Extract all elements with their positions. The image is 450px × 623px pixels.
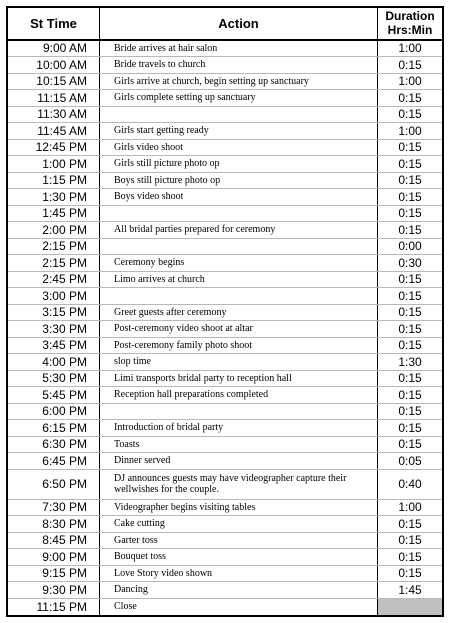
cell-duration: 0:15 (398, 371, 422, 386)
cell-action: Girls still picture photo op (100, 156, 378, 172)
cell-action (100, 288, 378, 304)
cell-start-time: 2:15 PM (8, 239, 100, 255)
cell-duration: 0:05 (398, 453, 422, 468)
cell-duration: 0:15 (398, 516, 422, 531)
header-duration-line2: Hrs:Min (387, 23, 433, 38)
header-action: Action (100, 8, 378, 39)
cell-start-time: 5:30 PM (8, 371, 100, 387)
table-row (8, 566, 442, 583)
header-start-time: St Time (8, 8, 100, 39)
table-row (8, 189, 442, 206)
cell-start-time: 6:15 PM (8, 420, 100, 436)
cell-start-time: 6:50 PM (8, 470, 100, 499)
cell-start-time: 7:30 PM (8, 500, 100, 516)
header-duration (378, 8, 442, 39)
cell-action: Post-ceremony video shoot at altar (100, 321, 378, 337)
cell-action: Cake cutting (100, 516, 378, 532)
cell-action: Girls arrive at church, begin setting up sanctuary (100, 74, 378, 90)
cell-action (100, 404, 378, 420)
cell-duration: 0:15 (398, 566, 422, 581)
cell-duration: 0:15 (398, 90, 422, 105)
cell-start-time: 10:15 AM (8, 74, 100, 90)
cell-start-time: 3:00 PM (8, 288, 100, 304)
cell-action: Post-ceremony family photo shoot (100, 338, 378, 354)
cell-duration: 1:00 (398, 123, 422, 138)
table-header (8, 8, 442, 41)
table-row (8, 41, 442, 58)
table-row (8, 90, 442, 107)
cell-start-time: 1:30 PM (8, 189, 100, 205)
table-row (8, 123, 442, 140)
table-row (8, 57, 442, 74)
cell-action: Ceremony begins (100, 255, 378, 271)
cell-action (100, 206, 378, 222)
cell-action (100, 107, 378, 123)
cell-action: Limo arrives at church (100, 272, 378, 288)
cell-start-time: 3:15 PM (8, 305, 100, 321)
cell-start-time: 9:15 PM (8, 566, 100, 582)
cell-action: Love Story video shown (100, 566, 378, 582)
table-row (8, 288, 442, 305)
header-duration-line1: Duration (385, 9, 435, 24)
cell-action: Bride arrives at hair salon (100, 41, 378, 57)
cell-duration: 0:15 (398, 206, 422, 221)
cell-start-time: 9:00 AM (8, 41, 100, 57)
table-row (8, 516, 442, 533)
cell-action: Garter toss (100, 533, 378, 549)
cell-duration: 1:00 (398, 41, 422, 56)
cell-action (100, 239, 378, 255)
table-row (8, 305, 442, 322)
table-row (8, 500, 442, 517)
cell-duration: 0:15 (398, 222, 422, 237)
cell-action: Boys still picture photo op (100, 173, 378, 189)
table-row (8, 321, 442, 338)
cell-start-time: 3:45 PM (8, 338, 100, 354)
table-body (8, 41, 442, 616)
cell-start-time: 6:45 PM (8, 453, 100, 469)
cell-action: Bride travels to church (100, 57, 378, 73)
cell-action: Bouquet toss (100, 549, 378, 565)
cell-start-time: 11:30 AM (8, 107, 100, 123)
cell-start-time: 6:30 PM (8, 437, 100, 453)
table-row (8, 156, 442, 173)
cell-start-time: 9:30 PM (8, 582, 100, 598)
cell-start-time: 1:45 PM (8, 206, 100, 222)
table-row (8, 74, 442, 91)
table-row (8, 107, 442, 124)
table-row (8, 354, 442, 371)
table-row (8, 582, 442, 599)
cell-duration: 0:00 (398, 239, 422, 254)
cell-start-time: 8:30 PM (8, 516, 100, 532)
table-row (8, 404, 442, 421)
table-row (8, 272, 442, 289)
cell-action: slop time (100, 354, 378, 370)
cell-start-time: 2:15 PM (8, 255, 100, 271)
cell-start-time: 6:00 PM (8, 404, 100, 420)
cell-start-time: 11:15 PM (8, 599, 100, 616)
table-row (8, 453, 442, 470)
table-row (8, 437, 442, 454)
cell-action: All bridal parties prepared for ceremony (100, 222, 378, 238)
cell-start-time: 2:00 PM (8, 222, 100, 238)
table-row (8, 222, 442, 239)
cell-duration: 0:15 (398, 387, 422, 402)
cell-action: Reception hall preparations completed (100, 387, 378, 403)
cell-start-time: 1:00 PM (8, 156, 100, 172)
cell-action: Videographer begins visiting tables (100, 500, 378, 516)
cell-duration: 0:15 (398, 272, 422, 287)
cell-duration: 0:15 (398, 140, 422, 155)
cell-duration: 0:15 (398, 549, 422, 564)
table-row (8, 533, 442, 550)
cell-action: Limi transports bridal party to reception hall (100, 371, 378, 387)
cell-duration: 0:15 (398, 404, 422, 419)
cell-start-time: 5:45 PM (8, 387, 100, 403)
cell-duration: 0:15 (398, 173, 422, 188)
cell-start-time: 11:15 AM (8, 90, 100, 106)
cell-duration: 0:15 (398, 420, 422, 435)
cell-start-time: 12:45 PM (8, 140, 100, 156)
table-row (8, 338, 442, 355)
cell-start-time: 2:45 PM (8, 272, 100, 288)
cell-action: Girls video shoot (100, 140, 378, 156)
cell-action: Dinner served (100, 453, 378, 469)
cell-duration: 1:30 (398, 354, 422, 369)
table-row (8, 420, 442, 437)
cell-duration: 0:30 (398, 255, 422, 270)
table-row (8, 599, 442, 616)
cell-duration: 0:15 (398, 437, 422, 452)
cell-duration: 0:15 (398, 288, 422, 303)
cell-start-time: 8:45 PM (8, 533, 100, 549)
cell-duration (378, 599, 442, 616)
cell-duration: 0:40 (398, 477, 422, 491)
table-row (8, 470, 442, 500)
cell-duration: 0:15 (398, 533, 422, 548)
cell-start-time: 1:15 PM (8, 173, 100, 189)
cell-action: Boys video shoot (100, 189, 378, 205)
table-row (8, 549, 442, 566)
cell-action: DJ announces guests may have videographer capture their wellwishes for the couple. (100, 470, 378, 499)
table-row (8, 140, 442, 157)
cell-duration: 0:15 (398, 107, 422, 122)
cell-duration: 0:15 (398, 321, 422, 336)
cell-start-time: 10:00 AM (8, 57, 100, 73)
cell-duration: 1:45 (398, 582, 422, 597)
cell-start-time: 3:30 PM (8, 321, 100, 337)
table-row (8, 255, 442, 272)
cell-duration: 0:15 (398, 305, 422, 320)
cell-action: Introduction of bridal party (100, 420, 378, 436)
cell-start-time: 9:00 PM (8, 549, 100, 565)
table-row (8, 239, 442, 256)
cell-action: Greet guests after ceremony (100, 305, 378, 321)
cell-start-time: 4:00 PM (8, 354, 100, 370)
cell-action: Dancing (100, 582, 378, 598)
cell-action: Girls complete setting up sanctuary (100, 90, 378, 106)
cell-duration: 0:15 (398, 57, 422, 72)
cell-action: Girls start getting ready (100, 123, 378, 139)
cell-duration: 0:15 (398, 338, 422, 353)
cell-start-time: 11:45 AM (8, 123, 100, 139)
table-row (8, 371, 442, 388)
table-row (8, 173, 442, 190)
cell-duration: 1:00 (398, 74, 422, 89)
cell-duration: 0:15 (398, 156, 422, 171)
table-row (8, 206, 442, 223)
cell-action: Toasts (100, 437, 378, 453)
cell-duration: 0:15 (398, 189, 422, 204)
cell-duration: 1:00 (398, 500, 422, 515)
cell-action: Close (100, 599, 378, 616)
table-row (8, 387, 442, 404)
schedule-table (6, 6, 444, 617)
